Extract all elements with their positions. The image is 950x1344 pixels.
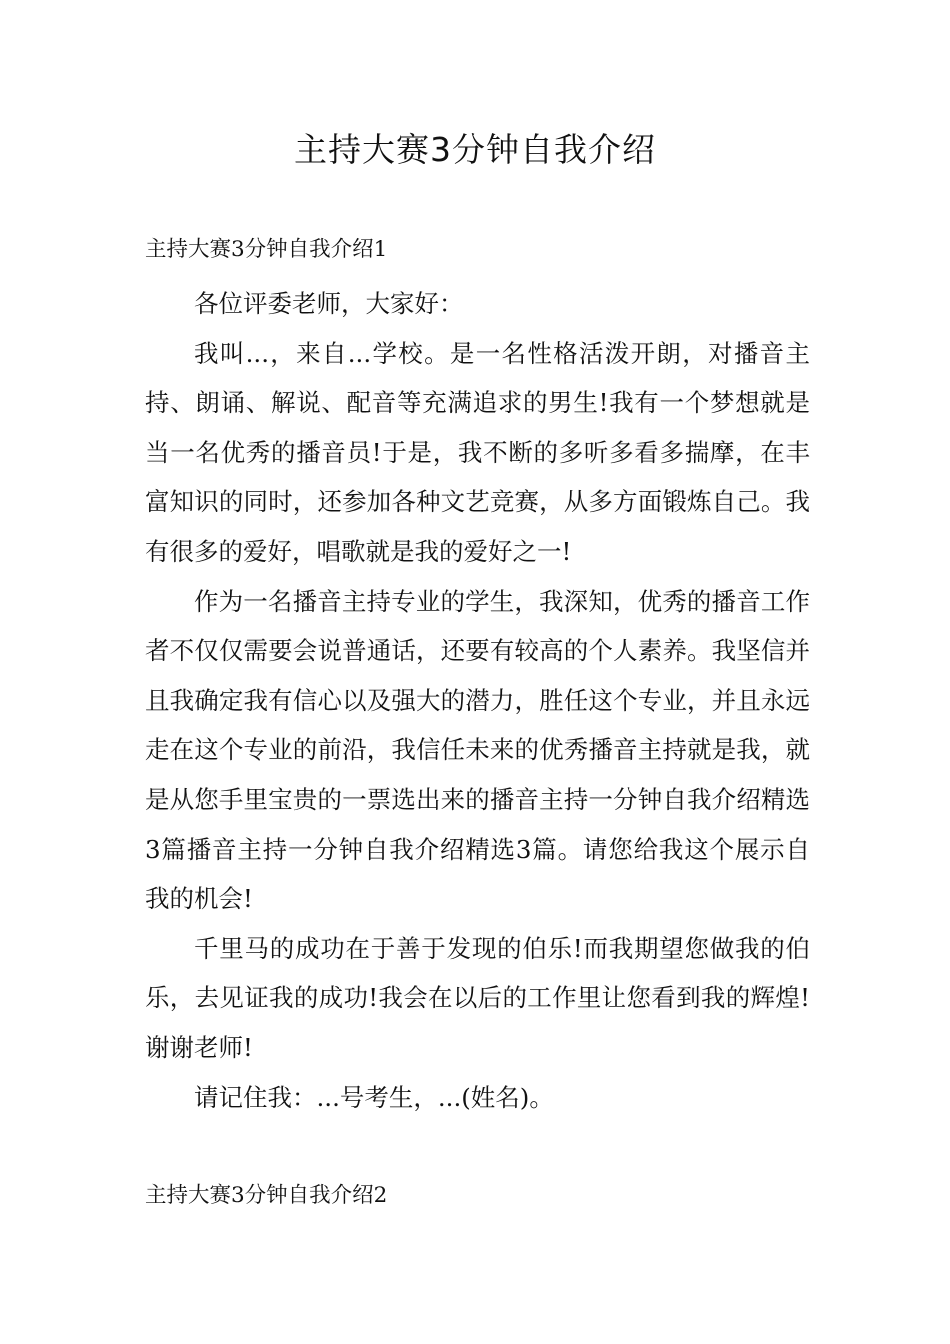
paragraph-greeting: 各位评委老师，大家好：: [194, 289, 464, 318]
paragraph-introduction: 我叫...，来自...学校。是一名性格活泼开朗，对播音主持、朗诵、解说、配音等充满追求的男生!我有一个梦想就是当一名优秀的播音员!于是，我不断的多听多看多揣摩，在丰富知识的同时，还参加各种文艺竞赛，从多方面锻炼自己。我有很多的爱好，唱歌就是我的爱好之一!: [145, 338, 810, 566]
paragraph-profession: 作为一名播音主持专业的学生，我深知，优秀的播音工作者不仅仅需要会说普通话，还要有较高的个人素养。我坚信并且我确定我有信心以及强大的潜力，胜任这个专业，并且永远走在这个专业的前沿，我信任未来的优秀播音主持就是我，就是从您手里宝贵的一票选出来的播音主持一分钟自我介绍精选3篇播音主持一分钟自我介绍精选3篇。请您给我这个展示自我的机会!: [145, 586, 810, 914]
section-1-body: [145, 279, 810, 1122]
paragraph-closing: 千里马的成功在于善于发现的伯乐!而我期望您做我的伯乐，去见证我的成功!我会在以后的工作里让您看到我的辉煌!谢谢老师!: [145, 933, 810, 1062]
paragraph-remember-me: 请记住我：...号考生，...(姓名)。: [194, 1082, 554, 1112]
section-heading-2: 主持大赛3分钟自我介绍2: [145, 1183, 388, 1208]
section-heading-1: 主持大赛3分钟自我介绍1: [145, 237, 388, 262]
document-title: 主持大赛3分钟自我介绍: [294, 130, 656, 169]
